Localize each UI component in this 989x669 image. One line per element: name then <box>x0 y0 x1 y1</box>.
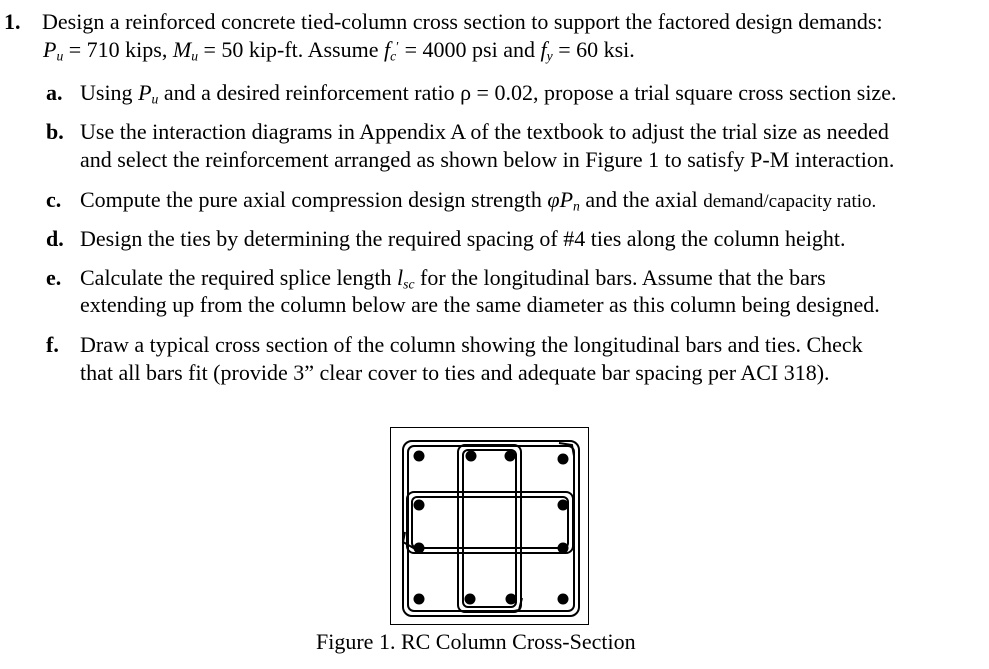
inner-vertical-tie-outer <box>458 445 521 612</box>
pu-value: = 710 kips, <box>63 37 173 62</box>
part-d-letter: d. <box>46 226 64 251</box>
problem-number: 1. <box>4 9 21 34</box>
column-cross-section-figure <box>390 427 589 625</box>
part-e-line-1 <box>80 264 826 291</box>
longitudinal-bar <box>506 594 517 605</box>
part-c-letter: c. <box>46 187 62 212</box>
perimeter-tie-outer <box>403 441 579 616</box>
part-f-line-1: Draw a typical cross section of the column showing the longitudinal bars and ties. Check <box>80 332 863 357</box>
part-a-letter: a. <box>46 80 63 105</box>
problem-intro: Design a reinforced concrete tied-column cross section to support the factored design demands: <box>42 9 883 34</box>
part-b-line-2: and select the reinforcement arranged as shown below in Figure 1 to satisfy P-M interaction. <box>80 147 895 172</box>
part-e-symbol: l <box>397 265 404 290</box>
longitudinal-bar <box>414 500 425 511</box>
part-e-pre: Calculate the required splice length <box>80 265 398 290</box>
fc-value: = 4000 psi and <box>399 37 541 62</box>
part-a-post: and a desired reinforcement ratio ρ = 0.02, propose a trial square cross section size. <box>158 80 897 105</box>
fc-prime: ′ <box>396 38 400 54</box>
fy-symbol: f <box>540 37 547 62</box>
longitudinal-bar <box>465 594 476 605</box>
part-e-line-2: extending up from the column below are the same diameter as this column being designed. <box>80 292 880 317</box>
longitudinal-bar <box>505 451 516 462</box>
part-a-text <box>80 79 896 106</box>
inner-horizontal-tie-inner <box>412 497 568 548</box>
part-e-subscript: sc <box>403 276 415 292</box>
part-a-pre: Using <box>80 80 139 105</box>
inner-horizontal-tie-outer <box>407 492 573 553</box>
fc-subscript: c <box>390 48 397 64</box>
problem-statement-line-2 <box>43 36 635 63</box>
pu-subscript: u <box>56 48 64 64</box>
mu-subscript: u <box>191 48 198 64</box>
fy-subscript: y <box>546 48 553 64</box>
longitudinal-bar <box>558 500 569 511</box>
part-f-letter: f. <box>46 332 59 357</box>
part-c-small: demand/capacity ratio. <box>703 191 877 212</box>
inner-vertical-tie-inner <box>463 450 516 607</box>
perimeter-tie-inner <box>408 446 574 611</box>
mu-symbol: M <box>172 37 192 62</box>
pu-symbol: P <box>43 37 57 62</box>
longitudinal-bar <box>414 543 425 554</box>
part-a-symbol: P <box>138 80 152 105</box>
longitudinal-bar <box>466 451 477 462</box>
part-f-line-2: that all bars fit (provide 3” clear cover to ties and adequate bar spacing per ACI 318). <box>80 360 830 385</box>
column-cross-section-drawing <box>391 428 588 624</box>
longitudinal-bar <box>558 454 569 465</box>
part-c-mid: and the axial <box>579 187 704 212</box>
problem-statement-line-1 <box>42 8 883 35</box>
part-b-line-1: Use the interaction diagrams in Appendix A of the textbook to adjust the trial size as needed <box>80 119 889 144</box>
longitudinal-bar <box>414 451 425 462</box>
longitudinal-bar <box>558 594 569 605</box>
part-c-text <box>80 186 876 215</box>
fy-value: = 60 ksi. <box>552 37 635 62</box>
part-d-text: Design the ties by determining the required spacing of #4 ties along the column height. <box>80 226 846 251</box>
part-a-subscript: u <box>151 91 159 107</box>
longitudinal-bar <box>414 594 425 605</box>
part-c-pre: Compute the pure axial compression design strength <box>80 187 548 212</box>
figure-caption: Figure 1. RC Column Cross-Section <box>316 629 636 654</box>
part-c-subscript: n <box>573 198 580 214</box>
fc-symbol: f <box>383 37 391 62</box>
part-e-letter: e. <box>46 265 62 290</box>
part-b-letter: b. <box>46 119 64 144</box>
longitudinal-bar <box>558 543 569 554</box>
mu-value: = 50 kip-ft. Assume <box>198 37 384 62</box>
part-c-symbol: φP <box>547 187 574 212</box>
part-e-post: for the longitudinal bars. Assume that the bars <box>414 265 826 290</box>
